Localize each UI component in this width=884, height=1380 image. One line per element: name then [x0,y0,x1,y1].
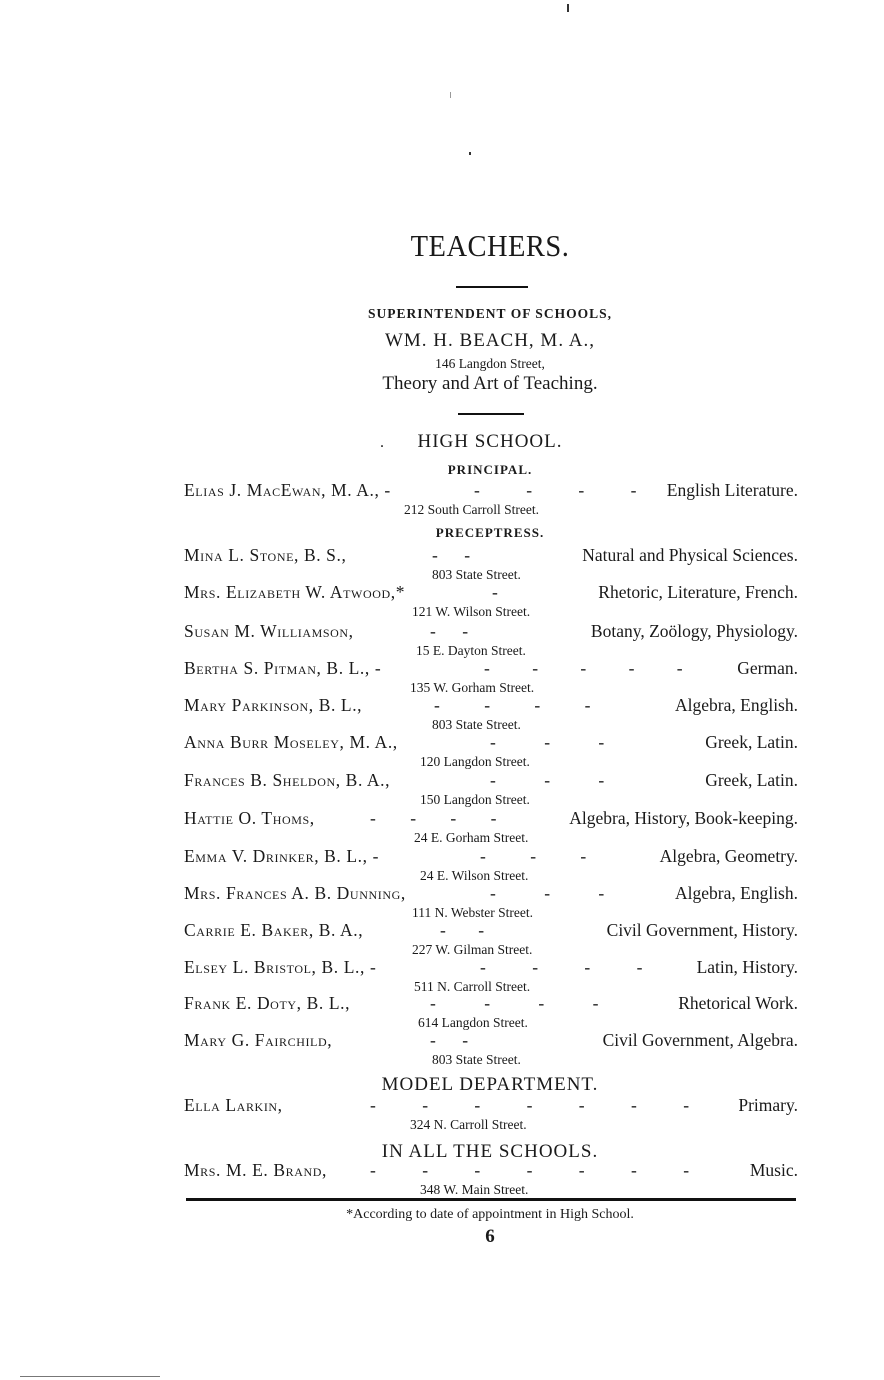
teacher-name: Frank E. Doty, B. L., [184,993,351,1013]
teacher-subject: Civil Government, History. [606,920,798,940]
teacher-name: Ella Larkin, [184,1095,283,1115]
teacher-entry [184,621,798,658]
teacher-subject: Natural and Physical Sciences. [582,545,798,565]
teacher-subject: Algebra, Geometry. [659,846,798,866]
leader-dashes: - - - - - [484,658,683,678]
teacher-address: 150 Langdon Street. [420,792,530,807]
teacher-entry [184,920,798,957]
teacher-address: 614 Langdon Street. [418,1015,528,1030]
leader-dashes: - - [440,920,485,940]
teacher-entry [184,846,798,883]
teacher-name: Mina L. Stone, B. S., [184,545,347,565]
principal-label: PRINCIPAL. [447,462,533,477]
leader-dashes: - - [430,1030,469,1050]
teacher-name: Susan M. Williamson, [184,621,354,641]
teacher-subject: Civil Government, Algebra. [602,1030,798,1050]
scan-edge-line [20,1376,160,1377]
teacher-entry-principal [184,480,798,517]
leader-dashes: - [492,582,498,602]
teacher-name: Carrie E. Baker, B. A., [184,920,364,940]
leader-dashes: - - - [490,732,605,752]
teacher-address: 348 W. Main Street. [420,1182,529,1197]
teacher-address: 511 N. Carroll Street. [414,979,531,994]
teacher-name: Bertha S. Pitman, B. L., - [184,658,382,678]
teacher-name: Frances B. Sheldon, B. A., [184,770,391,790]
teacher-address: 15 E. Dayton Street. [416,643,526,658]
teacher-entry-model [184,1095,798,1132]
teacher-subject: Primary. [738,1095,798,1115]
stray-dot: . [380,434,384,451]
teacher-address: 135 W. Gorham Street. [410,680,535,695]
teacher-entry [184,658,798,695]
teacher-address: 324 N. Carroll Street. [410,1117,527,1132]
teacher-subject: German. [737,658,798,678]
teacher-address: 120 Langdon Street. [420,754,530,769]
section-rule [458,413,524,415]
teacher-entry-preceptress [184,545,798,582]
teacher-address: 24 E. Gorham Street. [414,830,529,845]
teacher-subject: English Literature. [666,480,798,500]
title-rule [456,286,528,288]
teacher-entry [184,770,798,807]
superintendent-label: SUPERINTENDENT OF SCHOOLS, [368,306,612,321]
teacher-address: 803 State Street. [432,567,521,582]
teacher-subject: Rhetorical Work. [678,993,798,1013]
teacher-address: 803 State Street. [432,1052,521,1067]
leader-dashes: - - - - [370,808,497,828]
teacher-subject: Rhetoric, Literature, French. [598,582,798,602]
bottom-rule [186,1198,796,1201]
teacher-address: 121 W. Wilson Street. [412,604,531,619]
teacher-entry [184,1030,798,1067]
model-department-heading: MODEL DEPARTMENT. [381,1074,599,1095]
leader-dashes: - - - - [430,993,599,1013]
preceptress-label: PRECEPTRESS. [435,525,545,540]
teacher-name: Elsey L. Bristol, B. L., - [184,957,377,977]
scan-speck [567,4,569,12]
teacher-name: Mary G. Fairchild, [184,1030,333,1050]
teacher-address: 227 W. Gilman Street. [412,942,533,957]
leader-dashes: - - - [490,883,605,903]
teacher-name: Elias J. MacEwan, M. A., - [184,480,391,500]
superintendent-name: WM. H. BEACH, M. A., [384,330,595,351]
teacher-entry [184,695,798,732]
teacher-entry-all-schools [184,1160,798,1197]
teacher-name: Hattie O. Thoms, [184,808,315,828]
footnote: *According to date of appointment in High School. [346,1207,634,1222]
leader-dashes: - - - - - - - [370,1160,690,1180]
teacher-address: 24 E. Wilson Street. [420,868,529,883]
leader-dashes: - - - - [474,480,637,500]
teacher-entry [184,957,798,994]
teacher-address: 111 N. Webster Street. [412,905,534,920]
leader-dashes: - - [430,621,469,641]
teacher-name: Emma V. Drinker, B. L., - [184,846,380,866]
page-number: 6 [485,1226,495,1247]
teacher-address: 803 State Street. [432,717,521,732]
teacher-name: Mary Parkinson, B. L., [184,695,363,715]
superintendent-subject: Theory and Art of Teaching. [382,373,598,394]
page-title: TEACHERS. [410,228,570,263]
teacher-entry [184,993,798,1030]
teacher-entry [184,808,798,845]
teacher-name: Mrs. Frances A. B. Dunning, [184,883,406,903]
teacher-entry [184,582,798,619]
leader-dashes: - - - - - - - [370,1095,690,1115]
leader-dashes: - - - - [434,695,591,715]
leader-dashes: - - - [480,846,587,866]
teacher-subject: Algebra, History, Book-keeping. [569,808,798,828]
teacher-entry [184,883,798,920]
scan-speck [450,92,451,98]
teacher-name: Mrs. M. E. Brand, [184,1160,327,1180]
teacher-entry [184,732,798,769]
scan-speck [469,152,471,155]
leader-dashes: - - - - [480,957,643,977]
teacher-subject: Algebra, English. [675,695,798,715]
teacher-subject: Greek, Latin. [705,770,798,790]
teacher-subject: Music. [749,1160,798,1180]
teacher-subject: Greek, Latin. [705,732,798,752]
teacher-subject: Algebra, English. [675,883,798,903]
teacher-name: Mrs. Elizabeth W. Atwood,* [184,582,406,602]
teacher-subject: Botany, Zoölogy, Physiology. [590,621,798,641]
superintendent-address: 146 Langdon Street, [435,356,545,371]
teacher-name: Anna Burr Moseley, M. A., [184,732,398,752]
all-schools-heading: IN ALL THE SCHOOLS. [381,1141,599,1162]
teacher-subject: Latin, History. [696,957,798,977]
teacher-address: 212 South Carroll Street. [404,502,539,517]
leader-dashes: - - [432,545,471,565]
high-school-heading: HIGH SCHOOL. [417,431,563,452]
leader-dashes: - - - [490,770,605,790]
